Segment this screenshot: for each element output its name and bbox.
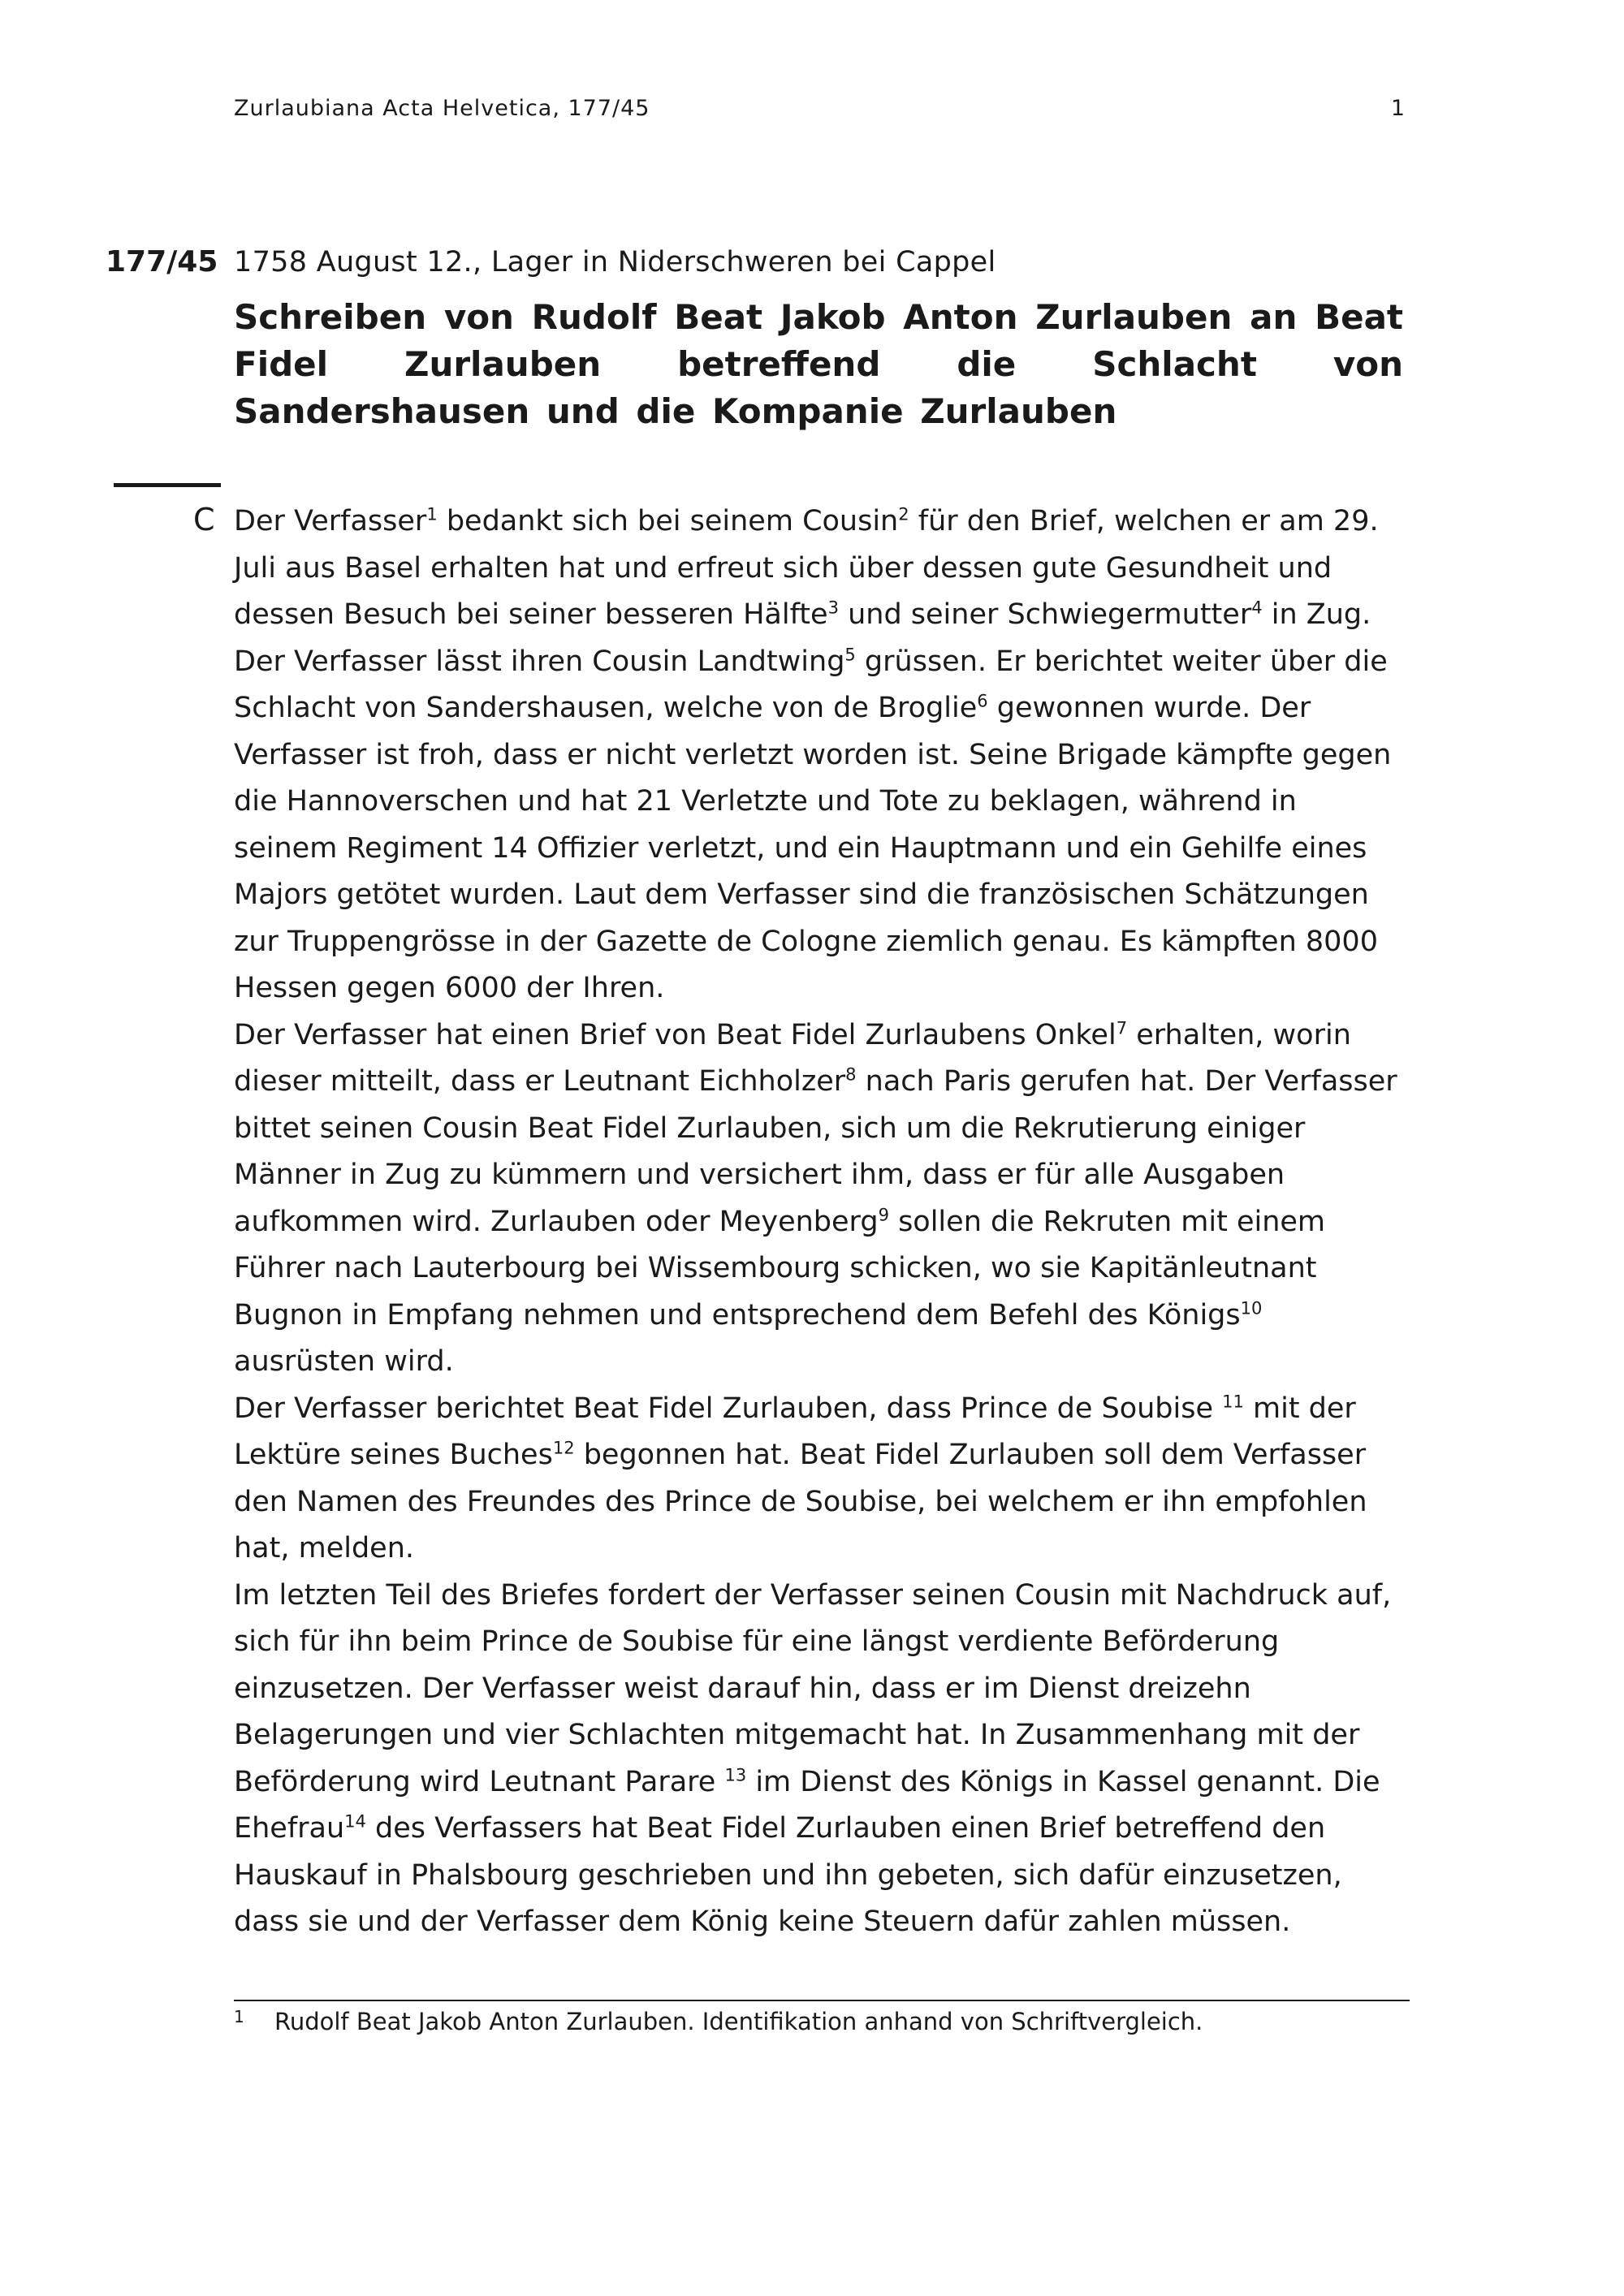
document-number: 177/45 [106,245,218,278]
regest-paragraph: Der Verfasser hat einen Brief von Beat Fidel Zurlaubens Onkel$^7$ erhalten, worin dieser mitteilt, dass er Leutnant Eichholzer$^8$ nach Paris gerufen hat. Der Verfasser bittet seinen Cousin Beat Fidel Zurlauben, sich um die Rekrutierung einiger Männer in Zug zu kümmern und versichert ihm, dass er für alle Ausgaben aufkommen wird. Zurlauben oder Meyenberg$^9$ sollen die Rekruten mit einem Führer nach Lauterbourg bei Wissembourg schicken, wo sie Kapitänleutnant Bugnon in Empfang nehmen und entsprechend dem Befehl des Königs$^{10}$ ausrüsten wird. [234,1017,1397,1378]
footnote-marker: 13 [724,1764,747,1785]
footnote-marker: 11 [1222,1391,1244,1411]
footnote-marker: 5 [844,644,856,664]
footnote-marker: 12 [552,1438,575,1458]
page-number: 1 [1390,96,1405,121]
margin-marker: C [193,502,215,537]
regest-paragraph: Im letzten Teil des Briefes fordert der Verfasser seinen Cousin mit Nachdruck auf, sich für ihn beim Prince de Soubise für eine längst verdiente Beförderung einzusetzen. Der Verfasser weist darauf hin, dass er im Dienst dreizehn Belagerungen und vier Schlachten mitgemacht hat. In Zusammenhang mit der Beförderung wird Leutnant Parare $^{13}$ im Dienst des Königs in Kassel genannt. Die Ehefrau$^{14}$ des Verfassers hat Beat Fidel Zurlauben einen Brief betreffend den Hauskauf in Phalsbourg geschrieben und ihn gebeten, sich dafür einzusetzen, dass sie und der Verfasser dem König keine Steuern dafür zahlen müssen. [234,1578,1392,1938]
regest-paragraph: Der Verfasser$^1$ bedankt sich bei seinem Cousin$^2$ für den Brief, welchen er am 29. Juli aus Basel erhalten hat und erfreut sich über dessen gute Gesundheit und dessen Besuch bei seiner besseren Hälfte$^3$ und seiner Schwiegermutter$^4$ in Zug. Der Verfasser lässt ihren Cousin Landtwing$^5$ grüssen. Er berichtet weiter über die Schlacht von Sandershausen, welche von de Broglie$^6$ gewonnen wurde. Der Verfasser ist froh, dass er nicht verletzt worden ist. Seine Brigade kämpfte gegen die Hannoverschen und hat 21 Verletzte und Tote zu beklagen, während in seinem Regiment 14 Offizier verletzt, und ein Hauptmann und ein Gehilfe eines Majors getötet wurden. Laut dem Verfasser sind die französischen Schätzungen zur Truppengrösse in der Gazette de Cologne ziemlich genau. Es kämpften 8000 Hessen gegen 6000 der Ihren. [234,504,1392,1004]
footnote-marker: 8 [845,1064,857,1085]
footnote-marker: 3 [827,598,839,618]
footnote-marker: 7 [1116,1017,1128,1038]
footnote-marker: 9 [878,1204,889,1224]
footnote-text: Rudolf Beat Jakob Anton Zurlauben. Identifikation anhand von Schriftvergleich. [274,2008,1203,2035]
footnote-marker: 4 [1251,598,1263,618]
footnote-marker: 1 [426,504,438,524]
footnote-marker: 10 [1240,1297,1263,1318]
footnote-marker: 14 [344,1811,366,1832]
regest-body [234,498,1399,1946]
margin-rule [114,483,221,487]
footnote-marker: 2 [898,504,909,524]
running-header-source: Zurlaubiana Acta Helvetica, 177/45 [234,96,650,121]
footnote-number: 1 [234,2007,244,2026]
regest-paragraph: Der Verfasser berichtet Beat Fidel Zurlauben, dass Prince de Soubise $^{11}$ mit der Lektüre seines Buches$^{12}$ begonnen hat. Beat Fidel Zurlauben soll dem Verfasser den Namen des Freundes des Prince de Soubise, bei welchem er ihn empfohlen hat, melden. [234,1391,1367,1564]
document-title: Schreiben von Rudolf Beat Jakob Anton Zurlauben an Beat Fidel Zurlauben betreffend die Schlacht von Sandershausen und die Kompanie Zurlauben [234,297,1403,431]
footnote-separator [234,2000,1410,2001]
document-date-place: 1758 August 12., Lager in Niderschweren bei Cappel [234,246,996,278]
footnote-marker: 6 [977,691,988,711]
